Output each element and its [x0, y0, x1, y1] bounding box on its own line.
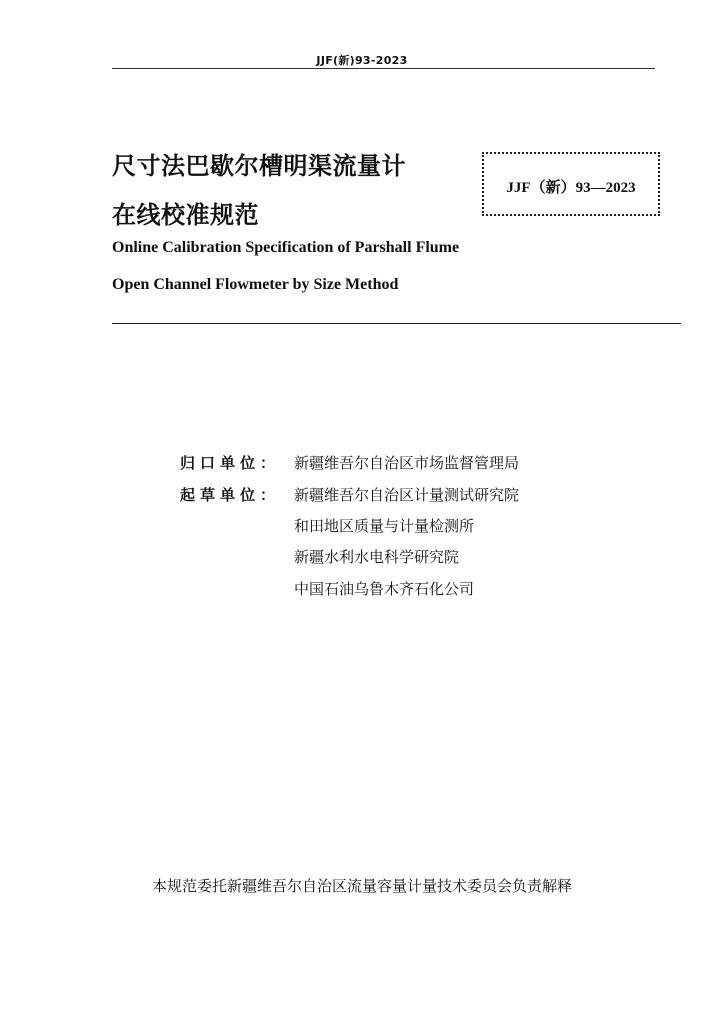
responsible-unit-value: 新疆维吾尔自治区市场监督管理局: [294, 454, 520, 472]
running-header: JJF(新)93-2023: [316, 54, 408, 67]
drafting-unit-1: 新疆维吾尔自治区计量测试研究院: [294, 486, 520, 504]
english-title-line-1: Online Calibration Specification of Parshall Flume: [112, 239, 460, 256]
title-rule: [112, 323, 681, 324]
chinese-title-line-2: 在线校准规范: [112, 201, 259, 229]
drafting-unit-label: 起草单位：: [180, 486, 281, 504]
standard-code-box: [482, 152, 660, 216]
responsible-unit-label: 归口单位：: [180, 454, 281, 472]
drafting-unit-4: 中国石油乌鲁木齐石化公司: [294, 580, 475, 598]
chinese-title-line-1: 尺寸法巴歇尔槽明渠流量计: [112, 152, 406, 180]
english-title-line-2: Open Channel Flowmeter by Size Method: [112, 276, 399, 293]
header-rule: [112, 68, 655, 69]
standard-code: JJF（新）93—2023: [506, 180, 636, 196]
drafting-unit-2: 和田地区质量与计量检测所: [294, 517, 475, 535]
interpretation-note: 本规范委托新疆维吾尔自治区流量容量计量技术委员会负责解释: [151, 877, 572, 895]
drafting-unit-3: 新疆水利水电科学研究院: [294, 548, 460, 566]
